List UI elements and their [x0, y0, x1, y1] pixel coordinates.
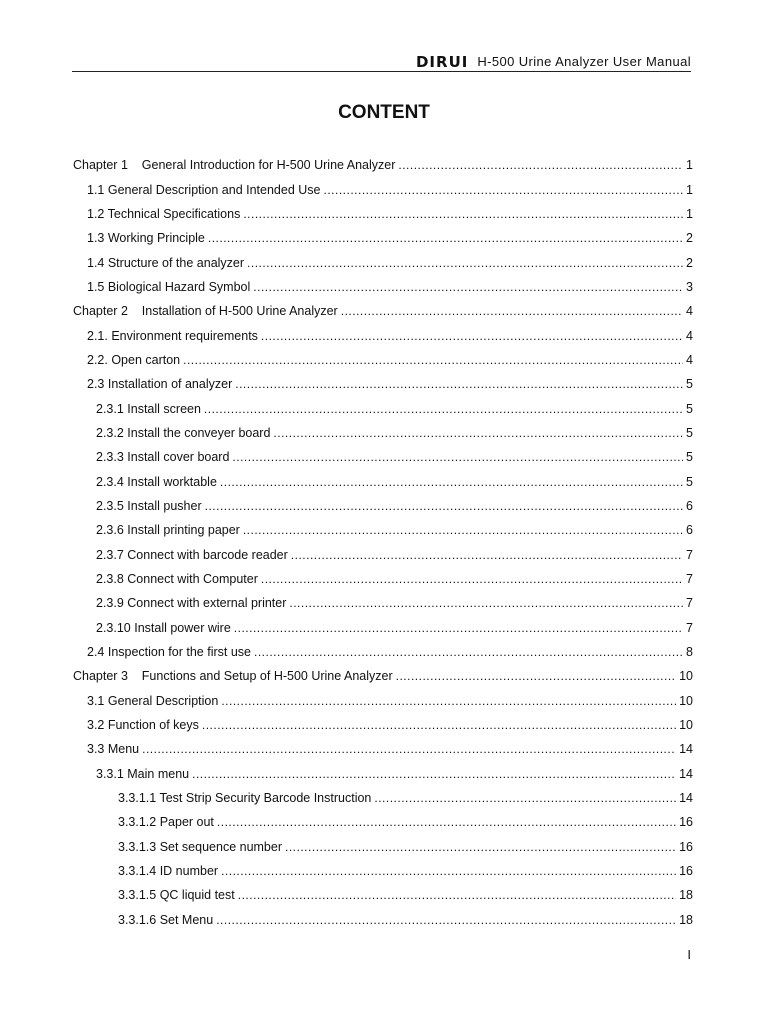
toc-entry-title: 2.3.2 Install the conveyer board: [96, 425, 271, 440]
page-number: I: [687, 947, 691, 962]
toc-entry-page: 6: [686, 523, 693, 538]
toc-entry-title: Chapter 1 General Introduction for H-500 Urine Analyzer: [73, 158, 396, 173]
header-title: H-500 Urine Analyzer User Manual: [477, 54, 691, 69]
toc-entry-title: 2.3.5 Install pusher: [96, 498, 202, 513]
toc-entry[interactable]: [0, 859, 693, 883]
toc-entry-title: 3.3.1 Main menu: [96, 766, 190, 781]
toc-dot-leader: [243, 207, 683, 221]
toc-entry[interactable]: [0, 737, 693, 761]
toc-entry-page: 7: [686, 620, 693, 635]
toc-entry-title: 2.3.9 Connect with external printer: [96, 596, 287, 611]
toc-entry[interactable]: [0, 543, 693, 567]
toc-entry-title: 3.3.1.2 Paper out: [118, 815, 214, 830]
toc-entry-title: 2.3.10 Install power wire: [96, 620, 231, 635]
toc-entry[interactable]: [0, 786, 693, 810]
toc-dot-leader: [254, 645, 683, 659]
toc-entry[interactable]: [0, 202, 693, 226]
toc-entry-title: 2.3 Installation of analyzer: [87, 377, 233, 392]
toc-entry-title: 2.3.4 Install worktable: [96, 474, 217, 489]
toc-dot-leader: [261, 572, 683, 586]
toc-dot-leader: [205, 499, 683, 513]
page-title: CONTENT: [338, 102, 430, 123]
toc-entry-page: 10: [679, 718, 693, 733]
toc-entry-page: 14: [679, 766, 693, 781]
toc-entry-page: 7: [686, 596, 693, 611]
toc-entry-page: 10: [679, 693, 693, 708]
toc-entry-page: 1: [686, 206, 693, 221]
toc-dot-leader: [396, 669, 676, 683]
toc-entry-title: Chapter 3 Functions and Setup of H-500 Urine Analyzer: [73, 669, 393, 684]
toc-entry-title: 2.3.3 Install cover board: [96, 450, 230, 465]
toc-entry-page: 1: [686, 182, 693, 197]
toc-entry[interactable]: [0, 494, 693, 518]
toc-entry-title: 3.3 Menu: [87, 742, 140, 757]
toc-entry[interactable]: [0, 153, 693, 177]
toc-entry[interactable]: [0, 348, 693, 372]
toc-entry-page: 18: [679, 912, 693, 927]
toc-dot-leader: [235, 377, 683, 391]
toc-entry[interactable]: [0, 518, 693, 542]
toc-entry-title: 3.1 General Description: [87, 693, 219, 708]
toc-dot-leader: [238, 888, 676, 902]
toc-entry[interactable]: [0, 810, 693, 834]
toc-dot-leader: [243, 523, 683, 537]
toc-entry-title: 3.2 Function of keys: [87, 718, 199, 733]
toc-entry-title: 2.2. Open carton: [87, 352, 181, 367]
toc-entry-title: 1.2 Technical Specifications: [87, 206, 241, 221]
toc-entry-page: 2: [686, 231, 693, 246]
toc-entry[interactable]: [0, 250, 693, 274]
toc-entry-title: 2.3.6 Install printing paper: [96, 523, 240, 538]
toc-entry-title: 2.4 Inspection for the first use: [87, 645, 251, 660]
toc-entry[interactable]: [0, 299, 693, 323]
toc-entry[interactable]: [0, 445, 693, 469]
toc-dot-leader: [323, 183, 683, 197]
toc-entry[interactable]: [0, 177, 693, 201]
toc-dot-leader: [285, 840, 676, 854]
toc-entry[interactable]: [0, 835, 693, 859]
toc-entry-title: 3.3.1.6 Set Menu: [118, 912, 214, 927]
toc-entry-page: 8: [686, 645, 693, 660]
toc-entry-title: 3.3.1.1 Test Strip Security Barcode Instruction: [118, 791, 372, 806]
toc-entry-title: 3.3.1.5 QC liquid test: [118, 888, 235, 903]
toc-entry-page: 5: [686, 425, 693, 440]
dirui-logo: DIRUI: [415, 53, 469, 71]
toc-entry-page: 5: [686, 474, 693, 489]
toc-dot-leader: [232, 450, 683, 464]
toc-entry-title: 1.1 General Description and Intended Use: [87, 182, 321, 197]
toc-entry[interactable]: [0, 372, 693, 396]
toc-entry-page: 6: [686, 498, 693, 513]
toc-entry[interactable]: [0, 567, 693, 591]
toc-dot-leader: [217, 815, 676, 829]
toc-dot-leader: [253, 280, 683, 294]
toc-dot-leader: [234, 621, 683, 635]
toc-dot-leader: [220, 475, 683, 489]
toc-entry[interactable]: [0, 908, 693, 932]
toc-dot-leader: [261, 329, 683, 343]
toc-entry[interactable]: [0, 713, 693, 737]
toc-entry[interactable]: [0, 762, 693, 786]
toc-entry-title: Chapter 2 Installation of H-500 Urine Analyzer: [73, 304, 338, 319]
toc-dot-leader: [202, 718, 676, 732]
toc-entry-title: 2.3.7 Connect with barcode reader: [96, 547, 288, 562]
toc-dot-leader: [247, 256, 683, 270]
toc-entry[interactable]: [0, 226, 693, 250]
toc-entry-page: 7: [686, 572, 693, 587]
toc-entry-page: 5: [686, 401, 693, 416]
toc-entry-title: 2.3.1 Install screen: [96, 401, 201, 416]
toc-entry[interactable]: [0, 591, 693, 615]
toc-entry-page: 10: [679, 669, 693, 684]
toc-entry-page: 16: [679, 864, 693, 879]
toc-dot-leader: [341, 304, 683, 318]
toc-dot-leader: [192, 767, 676, 781]
toc-entry-title: 1.3 Working Principle: [87, 231, 205, 246]
toc-entry-title: 2.3.8 Connect with Computer: [96, 572, 258, 587]
toc-dot-leader: [208, 231, 683, 245]
toc-entry-page: 2: [686, 255, 693, 270]
toc-dot-leader: [289, 596, 683, 610]
toc-entry[interactable]: [0, 616, 693, 640]
toc-entry-page: 14: [679, 742, 693, 757]
toc-entry-title: 3.3.1.4 ID number: [118, 864, 219, 879]
toc-entry[interactable]: [0, 396, 693, 420]
running-header: [72, 50, 691, 72]
toc-entry[interactable]: [0, 323, 693, 347]
toc-entry-page: 18: [679, 888, 693, 903]
toc-entry-page: 7: [686, 547, 693, 562]
toc-entry[interactable]: [0, 664, 693, 688]
toc-entry[interactable]: [0, 275, 693, 299]
table-of-contents: [0, 153, 768, 932]
toc-entry-page: 5: [686, 450, 693, 465]
toc-entry-page: 3: [686, 279, 693, 294]
toc-entry-page: 4: [686, 352, 693, 367]
toc-entry-title: 1.5 Biological Hazard Symbol: [87, 279, 251, 294]
toc-entry-page: 14: [679, 791, 693, 806]
toc-entry-page: 16: [679, 815, 693, 830]
toc-entry-title: 2.1. Environment requirements: [87, 328, 258, 343]
toc-dot-leader: [374, 791, 676, 805]
toc-entry[interactable]: [0, 469, 693, 493]
toc-dot-leader: [142, 742, 676, 756]
toc-entry-page: 1: [686, 158, 693, 173]
toc-entry-page: 4: [686, 304, 693, 319]
toc-entry-page: 4: [686, 328, 693, 343]
toc-entry[interactable]: [0, 640, 693, 664]
toc-dot-leader: [291, 548, 683, 562]
toc-dot-leader: [221, 694, 676, 708]
toc-entry-page: 16: [679, 839, 693, 854]
toc-dot-leader: [204, 402, 683, 416]
toc-entry[interactable]: [0, 883, 693, 907]
toc-entry-title: 1.4 Structure of the analyzer: [87, 255, 245, 270]
toc-entry-page: 5: [686, 377, 693, 392]
toc-dot-leader: [183, 353, 683, 367]
toc-dot-leader: [273, 426, 683, 440]
toc-dot-leader: [221, 864, 676, 878]
toc-dot-leader: [216, 913, 676, 927]
toc-dot-leader: [398, 158, 683, 172]
toc-entry[interactable]: [0, 689, 693, 713]
toc-entry-title: 3.3.1.3 Set sequence number: [118, 839, 283, 854]
toc-entry[interactable]: [0, 421, 693, 445]
